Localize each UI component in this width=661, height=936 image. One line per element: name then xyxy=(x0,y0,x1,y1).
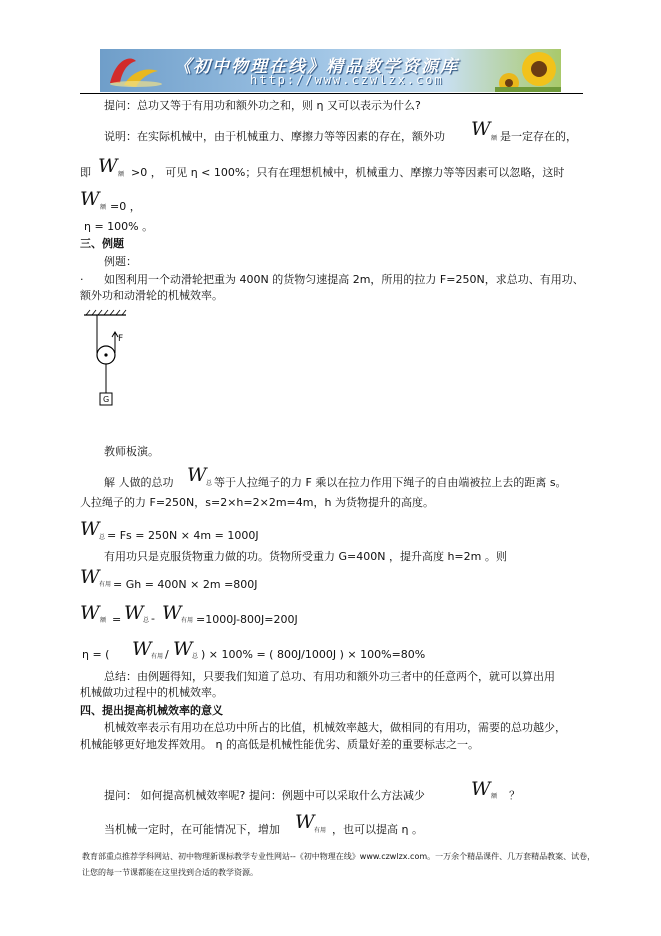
problem-line-2: 额外功和动滑轮的机械效率。 xyxy=(80,289,223,302)
w-extra-symbol: W xyxy=(471,118,491,140)
explanation-line-4: η = 100% 。 xyxy=(84,220,154,233)
section-heading-significance: 四、提出提高机械效率的意义 xyxy=(80,704,223,717)
header-banner xyxy=(100,49,561,92)
w-total-subscript: 总 xyxy=(143,617,150,624)
w-extra-symbol: W xyxy=(80,188,100,210)
pulley-diagram xyxy=(80,309,136,409)
w-useful-symbol: W xyxy=(162,602,182,624)
equation-extra-equals: = xyxy=(112,613,122,626)
w-useful-symbol: W xyxy=(132,638,152,660)
w-extra-subscript: 额 xyxy=(100,617,107,624)
w-total-symbol: W xyxy=(187,464,207,486)
question-total-work: 提问：总功又等于有用功和额外功之和，则 η 又可以表示为什么? xyxy=(104,99,421,112)
banner-url[interactable]: http://www.czwlzx.com xyxy=(250,73,444,87)
explanation-line-2b: >0 ， 可见 η < 100%；只有在理想机械中，机械重力、摩擦力等等因素可以忽略，这时 xyxy=(131,166,565,179)
w-extra-subscript: 额 xyxy=(100,204,107,211)
w-useful-subscript: 有用 xyxy=(99,581,112,588)
w-total-subscript: 总 xyxy=(192,653,199,660)
force-label: F xyxy=(118,334,124,344)
explanation-line-1b: 是一定存在的， xyxy=(500,130,577,143)
efficiency-eq-start: η = ( xyxy=(82,648,110,661)
explanation-line-3: =0 ， xyxy=(110,200,141,213)
equation-useful-work: = Gh = 400N × 2m =800J xyxy=(113,578,258,591)
equation-extra-result: =1000J-800J=200J xyxy=(196,613,298,626)
meaning-line-1: 机械效率表示有用功在总功中所占的比值，机械效率越大，做相同的有用功，需要的总功越少， xyxy=(104,721,566,734)
explanation-line-2a: 即 xyxy=(80,166,91,179)
w-useful-subscript: 有用 xyxy=(151,653,164,660)
site-logo xyxy=(106,53,164,89)
w-extra-subscript: 额 xyxy=(491,135,498,142)
equation-total-work: = Fs = 250N × 4m = 1000J xyxy=(107,529,259,542)
summary-line-2: 机械做功过程中的机械效率。 xyxy=(80,686,223,699)
teacher-note: 教师板演。 xyxy=(104,445,159,458)
explanation-line-1a: 说明：在实际机械中，由于机械重力、摩擦力等等因素的存在，额外功 xyxy=(104,130,445,143)
last-line-b: ，也可以提高 η 。 xyxy=(332,823,423,836)
efficiency-eq-slash: / xyxy=(165,648,169,661)
example-label: 例题： xyxy=(104,255,137,268)
w-extra-symbol: W xyxy=(80,602,100,624)
w-extra-subscript: 额 xyxy=(118,171,125,178)
weight-label: G xyxy=(103,395,110,404)
solution-line-1b: 等于人拉绳子的力 F 乘以在拉力作用下绳子的自由端被拉上去的距离 s。 xyxy=(214,476,567,489)
equation-extra-minus: - xyxy=(151,612,155,625)
banner-title: 《初中物理在线》精品教学资源库 xyxy=(174,57,459,77)
w-useful-symbol: W xyxy=(80,566,100,588)
w-extra-subscript: 额 xyxy=(491,793,498,800)
w-total-symbol: W xyxy=(173,638,193,660)
w-useful-subscript: 有用 xyxy=(181,617,194,624)
w-total-subscript: 总 xyxy=(206,480,213,487)
sunflower-image xyxy=(495,49,561,92)
efficiency-eq-end: ) × 100% = ( 800J/1000J ) × 100%=80% xyxy=(201,648,426,661)
header-rule xyxy=(80,93,583,94)
w-extra-symbol: W xyxy=(98,155,118,177)
problem-bullet: . xyxy=(80,270,84,283)
footer-note: 教育部重点推荐学科网站、初中物理新课标教学专业性网站--《初中物理在线》www.czwlzx.com。一万余个精品课件、几万套精品教案、试卷，让您的每一节课都能在这里找到合适的教学资源。 xyxy=(82,852,596,877)
useful-work-text: 有用功只是克服货物重力做的功。货物所受重力 G=400N ，提升高度 h=2m 。则 xyxy=(104,550,507,563)
question-improve-a: 提问： 如何提高机械效率呢? 提问：例题中可以采取什么方法减少 xyxy=(104,789,425,802)
w-useful-subscript: 有用 xyxy=(314,827,327,834)
section-heading-examples: 三、例题 xyxy=(80,237,124,250)
summary-line-1: 总结：由例题得知，只要我们知道了总功、有用功和额外功三者中的任意两个，就可以算出用 xyxy=(104,670,555,683)
w-useful-symbol: W xyxy=(295,811,315,833)
solution-line-2: 人拉绳子的力 F=250N，s=2×h=2×2m=4m，h 为货物提升的高度。 xyxy=(80,496,434,509)
w-total-symbol: W xyxy=(124,602,144,624)
question-improve-b: ？ xyxy=(509,789,520,802)
w-extra-symbol: W xyxy=(471,778,491,800)
w-total-symbol: W xyxy=(80,518,100,540)
problem-line-1: 如图利用一个动滑轮把重为 400N 的货物匀速提高 2m，所用的拉力 F=250N，求总功、有用功、 xyxy=(104,273,584,286)
w-total-subscript: 总 xyxy=(99,534,106,541)
last-line-a: 当机械一定时，在可能情况下，增加 xyxy=(104,823,280,836)
solution-line-1a: 解 人做的总功 xyxy=(104,476,174,489)
meaning-line-2: 机械能够更好地发挥效用。 η 的高低是机械性能优劣、质量好差的重要标志之一。 xyxy=(80,738,479,751)
